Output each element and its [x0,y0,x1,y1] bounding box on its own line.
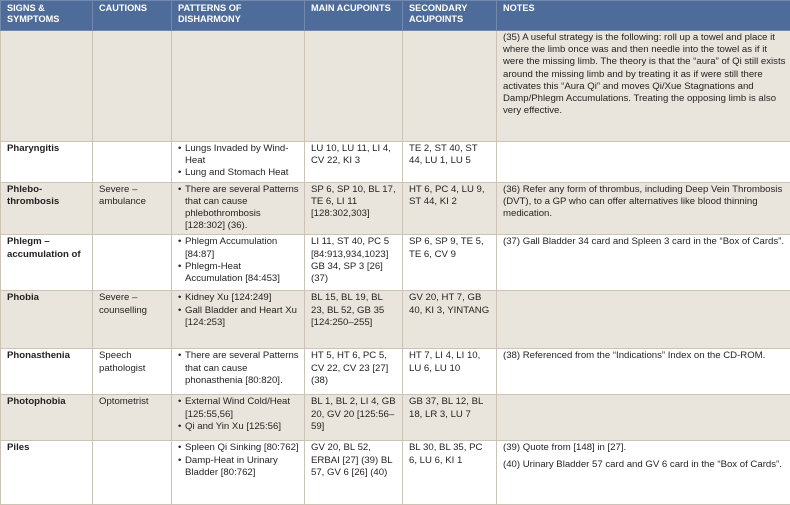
cell-main-acupoints: BL 1, BL 2, LI 4, GB 20, GV 20 [125:56–59] [305,395,403,441]
cell-sign: Phobia [1,291,93,349]
pattern-item: • Damp-Heat in Urinary Bladder [80:762] [178,455,300,479]
pattern-item: • Lung and Stomach Heat [178,167,300,179]
cell-caution [93,441,172,505]
cell-main-acupoints: HT 5, HT 6, PC 5, CV 22, CV 23 [27] (38) [305,349,403,395]
note-text: (40) Urinary Bladder 57 card and GV 6 card in the “Box of Cards”. [503,459,786,471]
cell-notes [497,31,790,142]
pattern-list [178,350,300,387]
cell-main-acupoints: BL 15, BL 19, BL 23, BL 52, GB 35 [124:250–255] [305,291,403,349]
note-text: (38) Referenced from the “Indications” Index on the CD-ROM. [503,350,786,362]
table-row [1,31,790,142]
header-main-acupoints: MAIN ACUPOINTS [305,1,403,31]
cell-notes [497,349,790,395]
cell-sign [1,31,93,142]
note-text: (35) A useful strategy is the following: roll up a towel and place it where the limb once was and then needle into the towel as if it were the missing limb. The theory is that the “aura” of Qi still exists around the missing limb and by treating it as if were still there activates this “Aura Qi” and moves Qi/Xue Stagnations and Damp/Phlegm Accumulations. Treating the opposing limb is also very effective. [503,32,786,117]
cell-sign: Phlebo-thrombosis [1,182,93,235]
cell-secondary-acupoints [403,31,497,142]
pattern-item: • Spleen Qi Sinking [80:762] [178,442,300,454]
cell-caution: Severe – counselling [93,291,172,349]
table-row [1,291,790,349]
cell-notes [497,441,790,505]
cell-caution: Speech pathologist [93,349,172,395]
pattern-item: • Qi and Yin Xu [125:56] [178,421,300,433]
cell-secondary-acupoints: GB 37, BL 12, BL 18, LR 3, LU 7 [403,395,497,441]
cell-sign: Photophobia [1,395,93,441]
cell-patterns [172,349,305,395]
table-row [1,182,790,235]
cell-main-acupoints: LU 10, LU 11, LI 4, CV 22, KI 3 [305,142,403,183]
table-row [1,349,790,395]
cell-caution: Optometrist [93,395,172,441]
pattern-item: • There are several Patterns that can cause phlebothrombosis [128:302] (36). [178,184,300,233]
cell-caution [93,142,172,183]
cell-patterns [172,441,305,505]
cell-secondary-acupoints: HT 6, PC 4, LU 9, ST 44, KI 2 [403,182,497,235]
header-row [1,1,790,31]
header-cautions: CAUTIONS [93,1,172,31]
cell-main-acupoints: LI 11, ST 40, PC 5 [84:913,934,1023] GB 34, SP 3 [26] (37) [305,235,403,291]
cell-caution [93,31,172,142]
header-signs: SIGNS & SYMPTOMS [1,1,93,31]
pattern-list [178,442,300,479]
table-row [1,142,790,183]
pattern-list [178,292,300,329]
pattern-item: • There are several Patterns that can cause phonasthenia [80:820]. [178,350,300,387]
pattern-list [178,143,300,180]
cell-caution [93,235,172,291]
note-text: (39) Quote from [148] in [27]. [503,442,786,454]
cell-secondary-acupoints: TE 2, ST 40, ST 44, LU 1, LU 5 [403,142,497,183]
header-notes: NOTES [497,1,790,31]
cell-main-acupoints: SP 6, SP 10, BL 17, TE 6, LI 11 [128:302,303] [305,182,403,235]
header-secondary-acupoints: SECONDARY ACUPOINTS [403,1,497,31]
note-text: (37) Gall Bladder 34 card and Spleen 3 card in the “Box of Cards”. [503,236,786,248]
cell-secondary-acupoints: HT 7, LI 4, LI 10, LU 6, LU 10 [403,349,497,395]
pattern-list [178,396,300,433]
cell-patterns [172,291,305,349]
cell-notes [497,235,790,291]
pattern-item: • Lungs Invaded by Wind-Heat [178,143,300,167]
cell-notes [497,395,790,441]
cell-sign: Phlegm – accumulation of [1,235,93,291]
pattern-list [178,236,300,285]
pattern-item: • Gall Bladder and Heart Xu [124:253] [178,305,300,329]
cell-main-acupoints: GV 20, BL 52, ERBAI [27] (39) BL 57, GV 6 [26] (40) [305,441,403,505]
cell-patterns [172,395,305,441]
cell-notes [497,182,790,235]
cell-sign: Phonasthenia [1,349,93,395]
cell-patterns [172,235,305,291]
cell-notes [497,142,790,183]
table-row [1,395,790,441]
pattern-item: • Kidney Xu [124:249] [178,292,300,304]
pattern-list [178,184,300,233]
cell-sign: Piles [1,441,93,505]
cell-caution: Severe – ambulance [93,182,172,235]
table-row [1,235,790,291]
cell-patterns [172,182,305,235]
pattern-item: • Phlegm Accumulation [84:87] [178,236,300,260]
cell-secondary-acupoints: BL 30, BL 35, PC 6, LU 6, KI 1 [403,441,497,505]
cell-patterns [172,31,305,142]
cell-secondary-acupoints: SP 6, SP 9, TE 5, TE 6, CV 9 [403,235,497,291]
pattern-item: • External Wind Cold/Heat [125:55,56] [178,396,300,420]
cell-secondary-acupoints: GV 20, HT 7, GB 40, KI 3, YINTANG [403,291,497,349]
pattern-item: • Phlegm-Heat Accumulation [84:453] [178,261,300,285]
table-row [1,441,790,505]
cell-patterns [172,142,305,183]
header-patterns: PATTERNS OF DISHARMONY [172,1,305,31]
cell-main-acupoints [305,31,403,142]
cell-notes [497,291,790,349]
cell-sign: Pharyngitis [1,142,93,183]
note-text: (36) Refer any form of thrombus, including Deep Vein Thrombosis (DVT), to a GP who can offer alternatives like blood thinning medication. [503,184,786,221]
